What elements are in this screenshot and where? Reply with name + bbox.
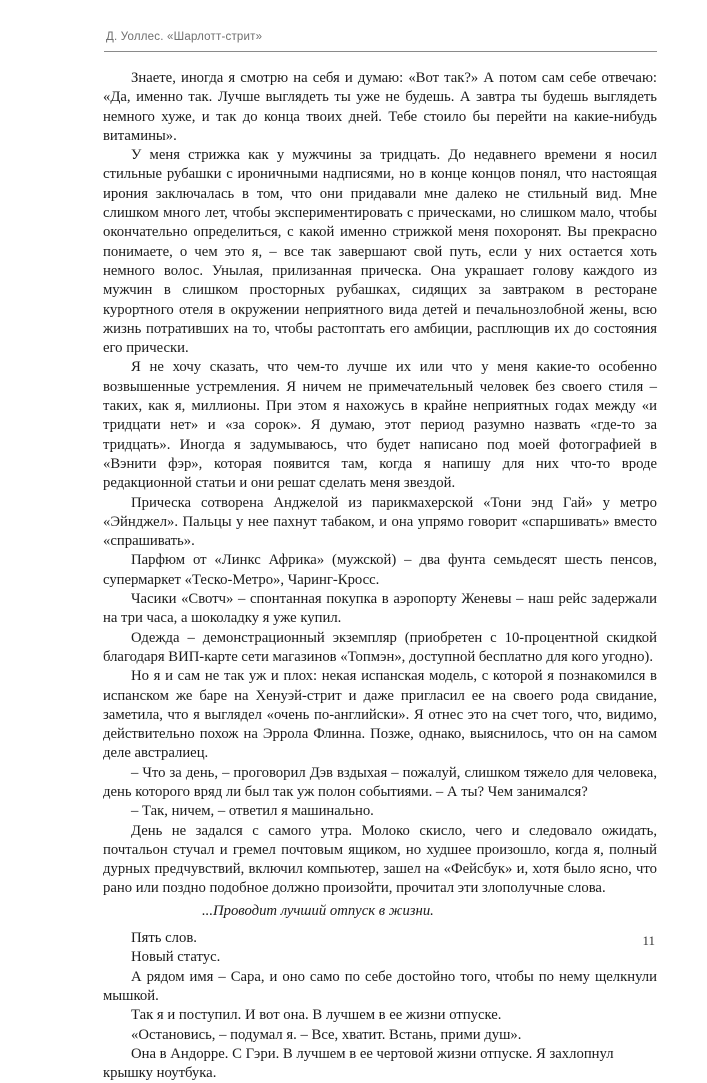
running-head: Д. Уоллес. «Шарлотт-стрит»: [106, 31, 263, 43]
body-text: [103, 69, 657, 1083]
paragraph: У меня стрижка как у мужчины за тридцать. До недавнего времени я носил стильные рубашки с ироничными надписями, но в конце концов понял, что настоящая ирония заключалась в том, что они придавали мне далеко не стильный вид. Мне слишком много лет, чтобы экспериментировать с прическами, но слишком мало, чтобы окончательно определиться, с какой именно стрижкой меня похоронят. Вы прекрасно понимаете, о чем это я, – все так завершают свой путь, если у них остается хоть немного волос. Унылая, прилизанная прическа. Она украшает голову каждого из мужчин в слишком просторных рубашках, сидящих за завтраком в ресторане курортного отеля в окружении неприятного вида детей и печальнозлобной жены, всю жизнь потративших на то, чтобы растоптать его амбиции, расплющив их до состояния его прически.: [103, 147, 657, 357]
dialogue-paragraph: – Так, ничем, – ответил я машинально.: [131, 803, 374, 820]
paragraph: Она в Андорре. С Гэри. В лучшем в ее чертовой жизни отпуске. Я захлопнул крышку ноутбука.: [103, 1045, 614, 1082]
paragraph: Пять слов.: [131, 930, 197, 947]
paragraph: Так я и поступил. И вот она. В лучшем в ее жизни отпуске.: [131, 1007, 502, 1024]
paragraph: Парфюм от «Линкс Африка» (мужской) – два фунта семьдесят шесть пенсов, супермаркет «Теско-Метро», Чаринг-Кросс.: [103, 552, 657, 588]
paragraph: «Остановись, – подумал я. – Все, хватит. Встань, прими душ».: [131, 1026, 522, 1043]
paragraph: День не задался с самого утра. Молоко скисло, чего и следовало ожидать, почтальон стучал и гремел почтовым ящиком, но худшее произошло, когда я, полный дурных предчувствий, включил компьютер, зашел на «Фейсбук» и, хотя было ясно, что рано или поздно подобное должно произойти, прочитал эти злополучные слова.: [103, 822, 657, 897]
dialogue-paragraph: – Что за день, – проговорил Дэв вздыхая – пожалуй, слишком тяжело для человека, день которого вряд ли был так уж полон событиями. – А ты? Чем занимался?: [103, 764, 657, 800]
paragraph: А рядом имя – Сара, и оно само по себе достойно того, чтобы по нему щелкнули мышкой.: [103, 968, 657, 1004]
facebook-status-quote: ...Проводит лучший отпуск в жизни.: [202, 902, 434, 919]
paragraph: Одежда – демонстрационный экземпляр (приобретен с 10-процентной скидкой благодаря ВИП-карте сети магазинов «Топмэн», доступной бесплатно для кого угодно).: [103, 629, 657, 665]
paragraph: Знаете, иногда я смотрю на себя и думаю: «Вот так?» А потом сам себе отвечаю: «Да, именно так. Лучше выглядеть ты уже не будешь. А завтра ты будешь выглядеть немного хуже, и так до конца твоих дней. Тебе стоило бы перейти на какие-нибудь витамины».: [103, 70, 657, 144]
page-number: 11: [642, 933, 655, 948]
header-rule: [104, 51, 657, 52]
paragraph: Прическа сотворена Анджелой из парикмахерской «Тони энд Гай» у метро «Эйнджел». Пальцы у нее пахнут табаком, и она упрямо говорит «спаршивать» вместо «спрашивать».: [103, 494, 657, 550]
paragraph: Часики «Свотч» – спонтанная покупка в аэропорту Женевы – наш рейс задержали на три часа, а шоколадку я уже купил.: [103, 591, 657, 627]
paragraph: Новый статус.: [131, 949, 221, 966]
paragraph: Я не хочу сказать, что чем-то лучше их или что у меня какие-то особенно возвышенные устремления. Я ничем не примечательный человек без своего стиля – таких, как я, миллионы. При этом я нахожусь в крайне неприятных годах между «и тридцати нет» и «за сорок». Я думаю, этот период разумно назвать «где-то за тридцать». Иногда я задумываюсь, что будет написано под моей фотографией в «Вэнити фэр», которая появится там, когда я напишу для них что-то вроде редакционной статьи и они решат сделать меня звездой.: [103, 359, 657, 492]
paragraph: Но я и сам не так уж и плох: некая испанская модель, с которой я познакомился в испанском же баре на Хенуэй-стрит и даже пригласил ее на своего рода свидание, заметила, что я выглядел «очень по-английски». Я отнес это на счет того, что, видимо, действительно похож на Эррола Флинна. Позже, однако, выяснилось, что он на самом деле австралиец.: [103, 668, 657, 762]
